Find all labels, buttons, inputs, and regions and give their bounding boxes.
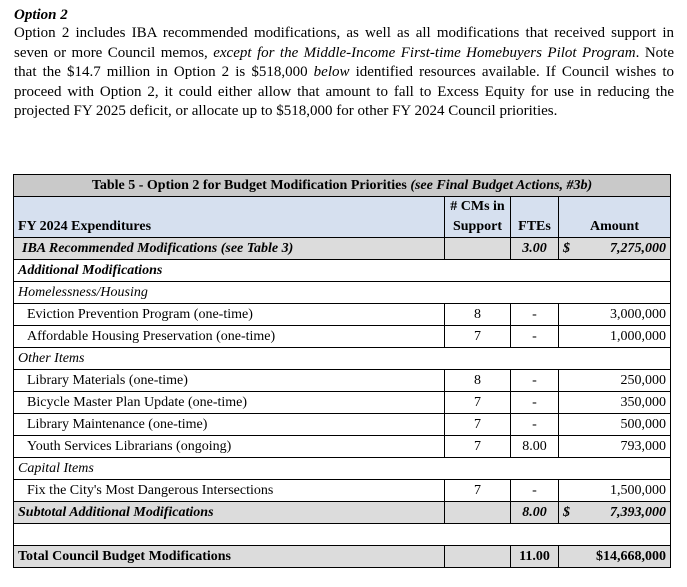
total-row: [14, 546, 671, 568]
row-label: Library Maintenance (one-time): [14, 414, 445, 436]
row-cms: 7: [445, 392, 511, 414]
para-part-2: . Note that the $14.7 million in Option 2 is $518,000: [14, 44, 674, 80]
row-ftes: -: [511, 414, 559, 436]
table-row: [14, 436, 671, 458]
section-header-row: [14, 458, 671, 480]
row-label: Library Materials (one-time): [14, 370, 445, 392]
additional-mods-row: [14, 260, 671, 282]
header-cms: # CMs in Support: [445, 197, 511, 238]
total-amount: $14,668,000: [559, 546, 671, 568]
table-title-italic: (see Final Budget Actions, #3b): [410, 178, 593, 193]
row-label: Affordable Housing Preservation (one-time): [14, 326, 445, 348]
row-ftes: -: [511, 304, 559, 326]
header-amount: Amount: [559, 197, 671, 238]
spacer-cell: [14, 524, 671, 546]
iba-ftes: 3.00: [511, 238, 559, 260]
iba-row: [14, 238, 671, 260]
table-title-row: [14, 175, 671, 197]
table-title-text: Table 5 - Option 2 for Budget Modification Priorities: [91, 178, 411, 193]
table-row: [14, 414, 671, 436]
section-header-row: [14, 348, 671, 370]
para-part-1: Option 2 includes IBA recommended modifications, as well as all modifications that received support in seven or more Council memos,: [14, 25, 674, 61]
total-label: Total Council Budget Modifications: [14, 546, 445, 568]
section-name: Homelessness/Housing: [14, 282, 671, 304]
row-ftes: -: [511, 326, 559, 348]
row-amount: 1,500,000: [559, 480, 671, 502]
subtotal-label: Subtotal Additional Modifications: [14, 502, 445, 524]
table-row: [14, 370, 671, 392]
document-body: [14, 6, 674, 122]
option-heading: Option 2: [14, 7, 68, 23]
iba-cms: [445, 238, 511, 260]
row-label: Bicycle Master Plan Update (one-time): [14, 392, 445, 414]
para-italic-2: below: [313, 64, 350, 80]
sections-body: [14, 282, 671, 502]
table-title: [14, 175, 671, 197]
total-ftes: 11.00: [511, 546, 559, 568]
row-amount: 250,000: [559, 370, 671, 392]
option-paragraph: [14, 24, 674, 122]
section-header-row: [14, 282, 671, 304]
subtotal-row: [14, 502, 671, 524]
iba-amount-cell: [559, 238, 671, 260]
row-amount: 350,000: [559, 392, 671, 414]
para-italic-1: except for the Middle-Income First-time Homebuyers Pilot Program: [213, 44, 636, 61]
row-label: Fix the City's Most Dangerous Intersections: [14, 480, 445, 502]
row-cms: 7: [445, 414, 511, 436]
table-row: [14, 304, 671, 326]
iba-dollar: $: [563, 241, 570, 256]
row-cms: 7: [445, 480, 511, 502]
row-amount: 1,000,000: [559, 326, 671, 348]
iba-label: IBA Recommended Modifications (see Table 3): [14, 238, 445, 260]
row-ftes: -: [511, 392, 559, 414]
additional-mods-label: Additional Modifications: [14, 260, 671, 282]
section-name: Capital Items: [14, 458, 671, 480]
table-5: [13, 174, 671, 568]
section-name: Other Items: [14, 348, 671, 370]
table-row: [14, 326, 671, 348]
row-cms: 8: [445, 304, 511, 326]
row-ftes: -: [511, 480, 559, 502]
row-label: Youth Services Librarians (ongoing): [14, 436, 445, 458]
subtotal-cms: [445, 502, 511, 524]
row-ftes: -: [511, 370, 559, 392]
row-amount: 793,000: [559, 436, 671, 458]
row-amount: 500,000: [559, 414, 671, 436]
total-cms: [445, 546, 511, 568]
table-header-row: [14, 197, 671, 238]
table-row: [14, 392, 671, 414]
subtotal-ftes: 8.00: [511, 502, 559, 524]
subtotal-amount: 7,393,000: [610, 505, 667, 520]
row-cms: 7: [445, 436, 511, 458]
subtotal-amount-cell: [559, 502, 671, 524]
subtotal-dollar: $: [563, 505, 570, 520]
row-cms: 7: [445, 326, 511, 348]
row-amount: 3,000,000: [559, 304, 671, 326]
row-label: Eviction Prevention Program (one-time): [14, 304, 445, 326]
subtotal-body: [14, 502, 671, 568]
para-part-3: identified resources available. If Council wishes to proceed with Option 2, it could either allow that amount to fall to Excess Equity for use in reducing the projected FY 2025 deficit, or allocate up to $518,000 for other FY 2024 Council priorities.: [14, 64, 674, 119]
row-cms: 8: [445, 370, 511, 392]
header-expenditures: FY 2024 Expenditures: [14, 197, 445, 238]
row-ftes: 8.00: [511, 436, 559, 458]
iba-amount: 7,275,000: [610, 241, 667, 256]
table-row: [14, 480, 671, 502]
spacer-row: [14, 524, 671, 546]
header-ftes: FTEs: [511, 197, 559, 238]
